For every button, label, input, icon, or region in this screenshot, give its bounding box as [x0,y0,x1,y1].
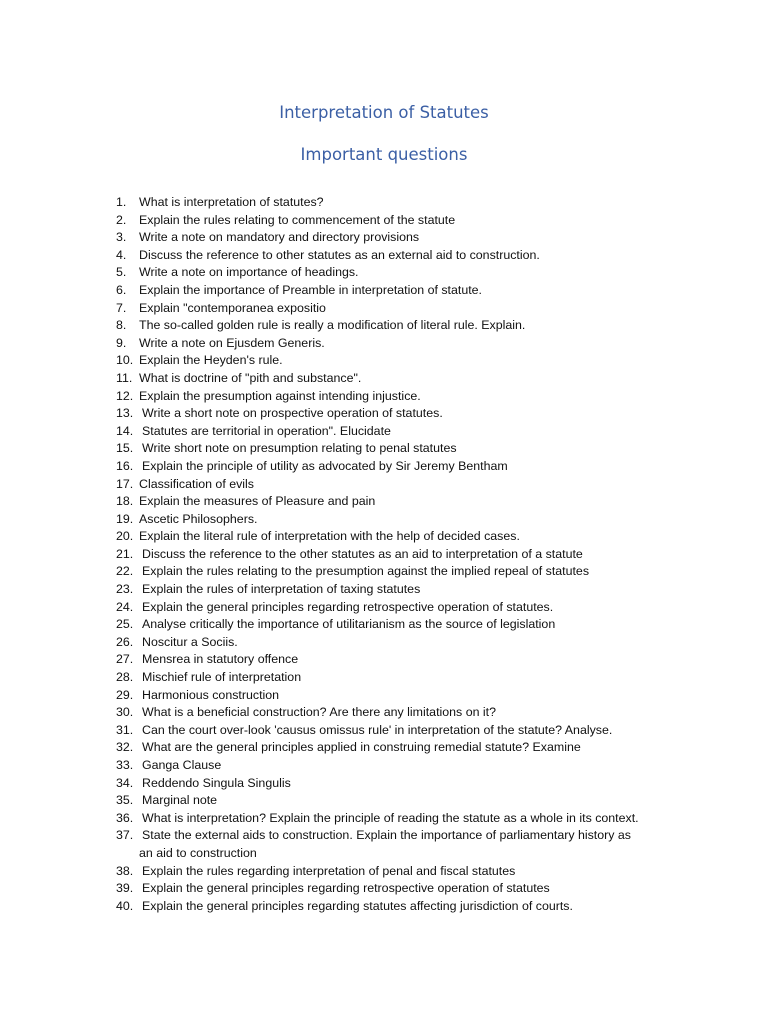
question-text [139,212,455,230]
question-text [139,511,257,529]
question-number: 8. [116,318,127,333]
question-text [139,493,375,511]
question-text-line: Harmonious construction [142,687,280,702]
question-item [0,581,768,599]
question-number: 29. [116,687,134,702]
question-text [142,405,443,423]
question-text-line: Explain the measures of Pleasure and pain [139,494,376,509]
question-text-line: Explain the general principles regarding retrospective operation of statutes. [142,599,554,614]
question-item [0,493,768,511]
question-item [0,599,768,617]
question-item [0,352,768,370]
question-text [139,264,359,282]
question-text-line: Explain the importance of Preamble in interpretation of statute. [139,282,482,297]
question-item [0,810,768,828]
question-text [142,880,550,898]
question-text-line: Can the court over-look 'causus omissus rule' in interpretation of the statute? Analyse. [142,722,613,737]
question-number: 3. [116,230,127,245]
question-text-line: What is interpretation of statutes? [139,195,324,209]
question-text-line: Explain the Heyden's rule. [139,353,283,368]
question-item [0,704,768,722]
question-item [0,282,768,300]
question-number: 21. [116,546,134,561]
question-number: 11. [116,370,133,385]
question-text-line: Analyse critically the importance of utilitarianism as the source of legislation [142,617,556,632]
question-text-line: Write a note on Ejusdem Generis. [139,335,325,350]
question-text-line: Explain "contemporanea expositio [139,300,326,315]
question-item [0,739,768,757]
question-text [142,739,581,757]
question-text-line: Mischief rule of interpretation [142,670,302,685]
question-number: 20. [116,529,134,544]
question-text-line: Explain the rules of interpretation of taxing statutes [142,582,421,597]
question-text [139,194,324,212]
question-item [0,440,768,458]
question-item [0,898,768,916]
question-item [0,634,768,652]
question-item [0,651,768,669]
question-item [0,669,768,687]
question-text-line: Mensrea in statutory offence [142,652,299,667]
question-number: 37. [116,828,134,843]
question-text [139,335,325,353]
question-text-line: What are the general principles applied in construing remedial statute? Examine [142,740,581,755]
question-number: 7. [116,300,127,315]
question-item [0,757,768,775]
question-number: 28. [116,670,134,685]
question-text [142,634,238,652]
question-text-line: Statutes are territorial in operation". Elucidate [142,423,391,438]
question-text [142,458,508,476]
question-text [142,440,457,458]
question-item [0,423,768,441]
question-number: 38. [116,863,134,878]
question-text [142,757,221,775]
question-number: 26. [116,634,134,649]
question-text [142,810,639,828]
question-text [142,898,573,916]
question-number: 18. [116,494,134,509]
question-number: 5. [116,265,127,280]
question-text [142,581,420,599]
question-item [0,476,768,494]
question-text [139,388,421,406]
question-item [0,687,768,705]
question-list [0,194,768,915]
document-title: Interpretation of Statutes [279,103,489,122]
question-number: 36. [116,810,134,825]
question-number: 9. [116,335,127,350]
question-text-line: State the external aids to construction. Explain the importance of parliamentary history as [142,828,631,843]
question-number: 4. [116,247,127,262]
question-text-line: Classification of evils [139,476,255,491]
question-number: 30. [116,705,134,720]
question-number: 1. [116,195,127,209]
question-item [0,388,768,406]
question-item [0,863,768,881]
question-text-line: Explain the general principles regarding statutes affecting jurisdiction of courts. [142,898,573,913]
question-number: 12. [116,388,134,403]
question-item [0,528,768,546]
question-text [139,476,254,494]
question-number: 19. [116,511,134,526]
question-number: 22. [116,564,134,579]
question-text [142,863,515,881]
question-number: 17. [116,476,134,491]
question-number: 34. [116,775,134,790]
question-text [139,282,482,300]
question-text [142,687,279,705]
question-text [142,563,589,581]
question-text-line: Explain the principle of utility as advocated by Sir Jeremy Bentham [142,458,508,473]
question-number: 2. [116,212,127,227]
question-item [0,370,768,388]
question-text-line: Explain the general principles regarding retrospective operation of statutes [142,881,550,896]
question-text [139,300,326,318]
question-item [0,792,768,810]
question-text [139,317,525,335]
question-text [139,528,520,546]
question-text [142,616,555,634]
question-text-line: Explain the literal rule of interpretation with the help of decided cases. [139,529,520,544]
question-text-line: Explain the rules relating to commencement of the statute [139,212,456,227]
question-text-line: Write short note on presumption relating to penal statutes [142,441,457,456]
question-item [0,335,768,353]
question-item [0,247,768,265]
question-item [0,300,768,318]
question-item [0,317,768,335]
question-item [0,827,768,862]
question-text-line: The so-called golden rule is really a modification of literal rule. Explain. [139,318,526,333]
question-text-line: What is interpretation? Explain the principle of reading the statute as a whole in its context. [142,810,639,825]
question-text-line: Marginal note [142,793,218,808]
question-text [142,722,612,740]
question-text [142,423,391,441]
question-text-line: Ascetic Philosophers. [139,511,258,526]
question-text [139,229,419,247]
question-item [0,212,768,230]
question-text [142,704,496,722]
question-text [139,247,540,265]
question-text-line: Noscitur a Sociis. [142,634,238,649]
question-number: 31. [116,722,134,737]
question-text [139,352,283,370]
question-item [0,775,768,793]
question-item [0,194,768,212]
question-number: 25. [116,617,134,632]
question-text-line: What is doctrine of "pith and substance". [139,370,362,385]
question-number: 6. [116,282,127,297]
question-text-line: Reddendo Singula Singulis [142,775,291,790]
question-number: 39. [116,881,134,896]
question-text-line: Explain the presumption against intending injustice. [139,388,421,403]
question-item [0,229,768,247]
document-subtitle: Important questions [300,145,468,164]
question-number: 23. [116,582,134,597]
question-text-line: Write a note on mandatory and directory provisions [139,230,420,245]
question-number: 15. [116,441,134,456]
question-text-line: Explain the rules relating to the presumption against the implied repeal of statutes [142,564,590,579]
question-text [142,651,298,669]
question-text [142,775,291,793]
question-text [139,370,361,388]
question-text-line: Write a note on importance of headings. [139,265,359,280]
question-text-line: Ganga Clause [142,758,222,772]
question-text-continuation: an aid to construction [139,845,257,860]
question-text-line: What is a beneficial construction? Are there any limitations on it? [142,705,497,720]
question-item [0,511,768,529]
question-item [0,458,768,476]
question-number: 40. [116,898,134,913]
question-number: 32. [116,740,134,755]
question-item [0,563,768,581]
question-number: 33. [116,758,134,772]
question-text-line: Explain the rules regarding interpretation of penal and fiscal statutes [142,863,516,878]
question-number: 27. [116,652,134,667]
question-text-line: Discuss the reference to other statutes as an external aid to construction. [139,247,540,262]
question-item [0,880,768,898]
question-text-line: Write a short note on prospective operation of statutes. [142,406,443,421]
question-number: 13. [116,406,134,421]
question-number: 10. [116,353,134,368]
question-text-line: Discuss the reference to the other statutes as an aid to interpretation of a statute [142,546,583,561]
question-text [142,599,553,617]
question-number: 14. [116,423,134,438]
question-number: 16. [116,458,134,473]
question-item [0,405,768,423]
question-item [0,722,768,740]
question-text [142,546,583,564]
question-text [139,827,631,862]
question-item [0,546,768,564]
question-item [0,264,768,282]
question-item [0,616,768,634]
question-text [142,669,301,687]
question-text [142,792,217,810]
question-number: 24. [116,599,134,614]
question-number: 35. [116,793,134,808]
